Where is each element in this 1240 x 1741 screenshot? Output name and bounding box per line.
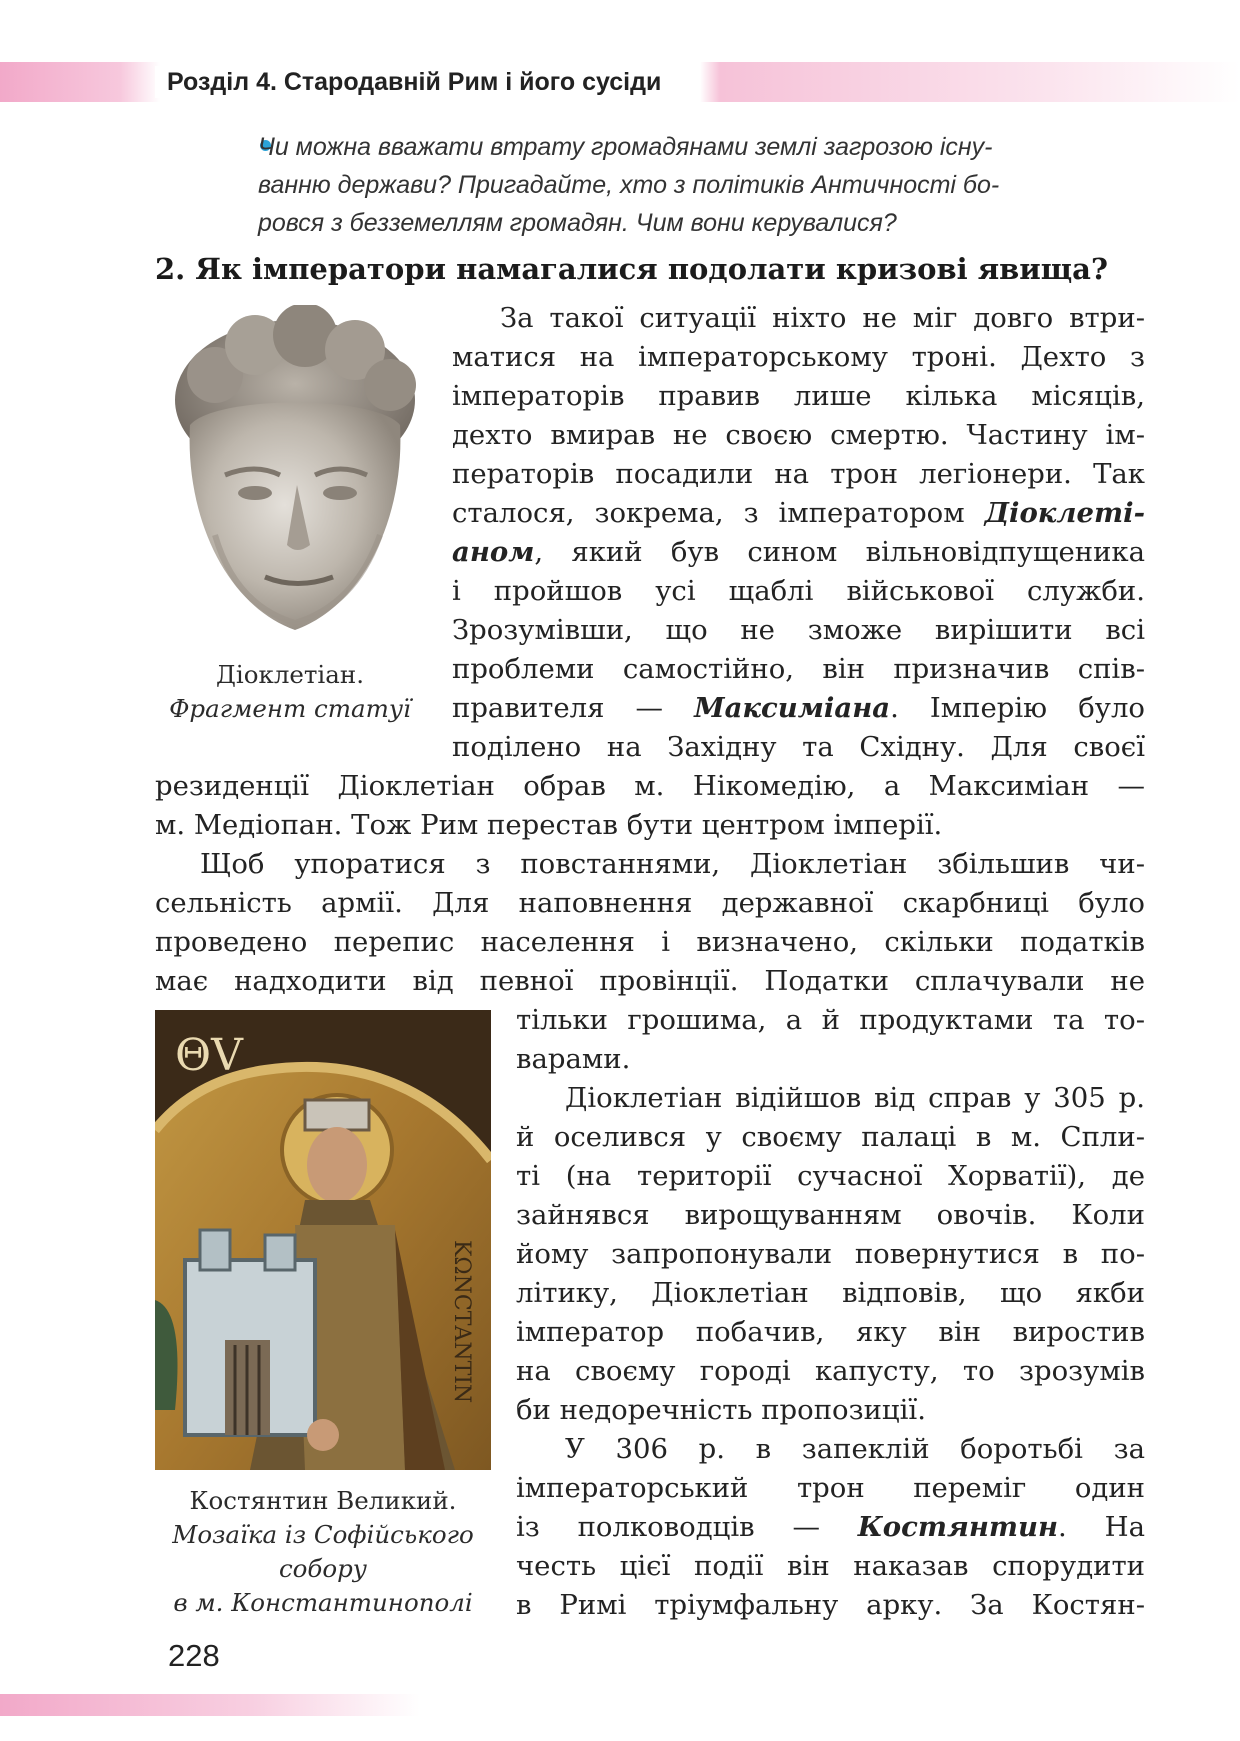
caption-description-line: собору — [278, 1554, 368, 1583]
figure-caption-diocletian — [145, 658, 435, 726]
body-line — [452, 534, 1145, 570]
caption-name: Діоклетіан. — [216, 660, 364, 689]
body-line — [516, 1509, 1145, 1545]
svg-text:ΚΩΝCΤΑΝΤΙΝ: ΚΩΝCΤΑΝΤΙΝ — [449, 1240, 474, 1404]
body-line: м. Медіопан. Тож Рим перестав бути центром імперії. — [155, 809, 943, 841]
section-heading: 2. Як імператори намагалися подолати кризові явища? — [155, 252, 1108, 286]
body-text: . Імперію було — [890, 692, 1145, 724]
body-line: матися на імператорському троні. Дехто з — [452, 341, 1145, 373]
figure-caption-constantine — [145, 1484, 501, 1620]
body-text: , який був сином вільновідпущеника — [534, 536, 1145, 568]
body-line: дехто вмирав не своєю смертю. Частину ім- — [452, 419, 1145, 451]
body-line: тільки грошима, а й продуктами та то- — [516, 1004, 1145, 1036]
page-number: 228 — [168, 1638, 220, 1673]
chapter-title: Розділ 4. Стародавній Рим і його сусіди — [155, 66, 673, 98]
term-maximian: Максиміана — [694, 692, 891, 724]
body-line: варами. — [516, 1043, 631, 1075]
caption-description-line: в м. Константинополі — [173, 1588, 473, 1617]
body-line: За такої ситуації ніхто не міг довго втри- — [500, 302, 1145, 334]
body-line: ператорів посадили на трон легіонери. Так — [452, 458, 1145, 490]
body-line: Діоклетіан відійшов від справ у 305 р. — [565, 1082, 1145, 1114]
caption-description: Фрагмент статуї — [169, 694, 411, 723]
body-line: проведено перепис населення і визначено, скільки податків — [155, 926, 1145, 958]
question-line: Чи можна вважати втрату громадянами землі загрозою існу- — [258, 133, 993, 161]
body-line: імператор побачив, яку він виростив — [516, 1316, 1145, 1348]
term-diocletian: Діоклеті- — [984, 497, 1145, 529]
body-line: Зрозумівши, що не зможе вирішити всі — [452, 614, 1145, 646]
body-line: на своєму городі капусту, то зрозумів — [516, 1355, 1145, 1387]
constantine-mosaic-image — [155, 1010, 491, 1470]
body-line: би недоречність пропозиції. — [516, 1394, 926, 1426]
svg-text:ΘV: ΘV — [175, 1030, 243, 1081]
body-line: ті (на території сучасної Хорватії), де — [516, 1160, 1145, 1192]
caption-name: Костянтин Великий. — [189, 1486, 457, 1515]
body-line: честь цієї події він наказав спорудити — [516, 1550, 1145, 1582]
review-questions — [258, 128, 1158, 242]
body-line: і пройшов усі щаблі військової служби. — [452, 575, 1145, 607]
body-line: імператорський трон переміг один — [516, 1472, 1145, 1504]
body-line: У 306 р. в запеклій боротьбі за — [565, 1433, 1145, 1465]
body-text: із полководців — — [516, 1511, 858, 1543]
body-line: Щоб упоратися з повстаннями, Діоклетіан збільшив чи- — [200, 848, 1145, 880]
diocletian-bust-image — [155, 305, 430, 640]
question-line: ванню держави? Пригадайте, хто з політиків Античності бо- — [258, 171, 1000, 199]
body-line: поділено на Західну та Східну. Для своєї — [452, 731, 1145, 763]
body-line: зайнявся вирощуванням овочів. Коли — [516, 1199, 1145, 1231]
term-diocletian: аном — [452, 536, 535, 568]
body-text: . На — [1058, 1511, 1145, 1543]
body-line: йому запропонували повернутися в по- — [516, 1238, 1145, 1270]
body-line: резиденції Діоклетіан обрав м. Нікомедію, а Максиміан — — [155, 770, 1145, 802]
caption-description-line: Мозаїка із Софійського — [172, 1520, 474, 1549]
body-line: літику, Діоклетіан відповів, що якби — [516, 1277, 1145, 1309]
body-line: й оселився у своєму палаці в м. Спли- — [516, 1121, 1145, 1153]
body-line — [452, 495, 1145, 531]
body-line: в Римі тріумфальну арку. За Костян- — [516, 1589, 1145, 1621]
body-line: має надходити від певної провінції. Податки сплачували не — [155, 965, 1145, 997]
question-line: ровся з безземеллям громадян. Чим вони керувалися? — [258, 209, 897, 237]
body-text: правителя — — [452, 692, 695, 724]
body-line: імператорів правив лише кілька місяців, — [452, 380, 1145, 412]
footer-band — [0, 1694, 420, 1716]
body-line — [452, 690, 1145, 726]
body-text: сталося, зокрема, з імператором — [452, 497, 985, 529]
body-line: проблеми самостійно, він призначив спів- — [452, 653, 1145, 685]
term-constantine: Костянтин — [857, 1511, 1059, 1543]
body-line: сельність армії. Для наповнення державної скарбниці було — [155, 887, 1145, 919]
